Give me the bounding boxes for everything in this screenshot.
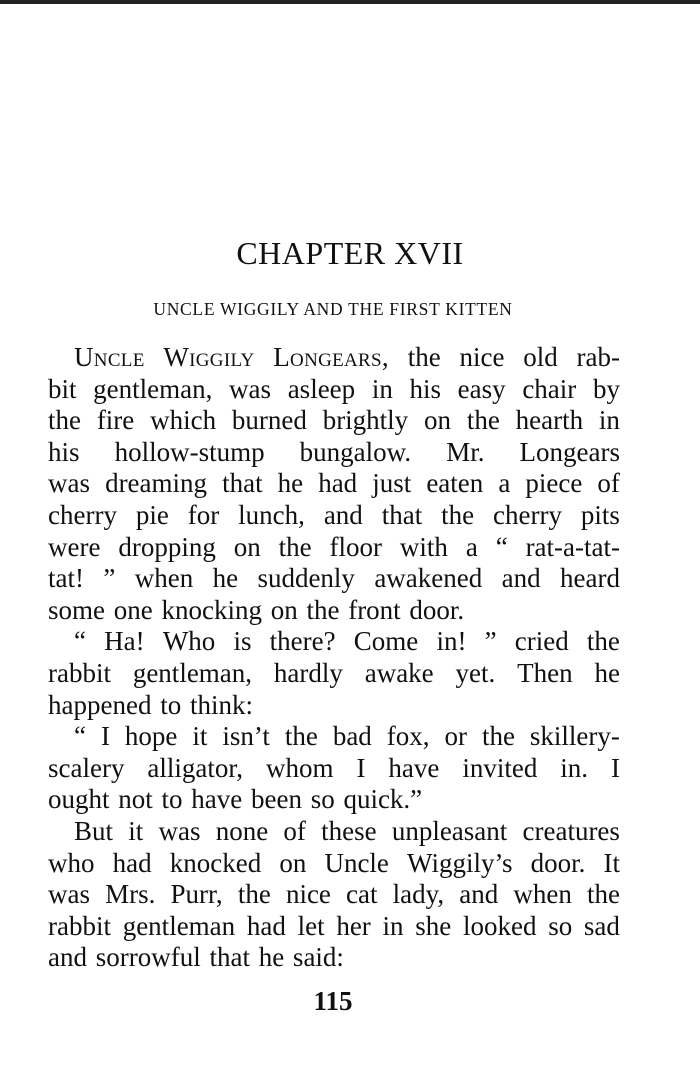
word: there? [269, 626, 336, 657]
text-line [48, 753, 620, 785]
word: chair [522, 373, 577, 404]
text-line [48, 374, 620, 406]
word: Mrs. [105, 879, 156, 910]
text-line: some one knocking on the front door. [48, 594, 465, 625]
word: asleep [287, 373, 356, 404]
word: “ [74, 721, 86, 752]
word: It [603, 847, 620, 878]
text-line [48, 911, 620, 943]
word: was [48, 468, 90, 499]
word: a [465, 531, 478, 562]
word: gentleman, [132, 657, 253, 688]
word: let [297, 910, 325, 941]
word: in [371, 373, 393, 404]
word: piece [525, 468, 583, 499]
word: nice [285, 879, 331, 910]
word: Ha! [104, 626, 145, 657]
word: “ [495, 531, 508, 562]
word: of [283, 815, 306, 846]
word: of [597, 468, 620, 499]
word: gentleman, [93, 373, 213, 404]
word: his [48, 436, 80, 467]
text-line [48, 848, 620, 880]
text-line [48, 500, 620, 532]
word: in [598, 405, 620, 436]
word: But [74, 815, 114, 846]
word: tat! [48, 563, 84, 594]
word: cried [514, 626, 569, 657]
word: hardly [273, 657, 343, 688]
word: knocked [169, 847, 262, 878]
word: looked [462, 910, 537, 941]
word: on [233, 531, 261, 562]
text-line [48, 626, 620, 658]
word: he [277, 468, 304, 499]
word: the [586, 879, 620, 910]
word: burned [231, 405, 307, 436]
word: that [381, 499, 423, 530]
word: pie [135, 499, 169, 530]
word: floor [329, 531, 383, 562]
word: was [48, 879, 90, 910]
word: awakened [374, 563, 483, 594]
text-line [48, 468, 620, 500]
word: in! [436, 626, 467, 657]
word: ” [484, 626, 497, 657]
word: Wiggily [163, 342, 255, 372]
word: I [356, 752, 366, 783]
word: creatures [522, 815, 620, 846]
word: door. [530, 847, 586, 878]
word: invited [462, 752, 538, 783]
word: bad [332, 721, 372, 752]
word: Uncle [324, 847, 389, 878]
word: or [444, 721, 467, 752]
word: hope [124, 721, 178, 752]
text-line [48, 816, 620, 848]
word: Wiggily’s [407, 847, 513, 878]
word: who [48, 847, 95, 878]
word: were [48, 531, 101, 562]
word: the [586, 626, 620, 657]
word: fire [96, 405, 135, 436]
text-line [48, 405, 620, 437]
word: cherry [48, 499, 117, 530]
text-line: happened to think: [48, 689, 253, 720]
word: on [279, 847, 307, 878]
word: scalery [48, 752, 125, 783]
word: have [388, 752, 440, 783]
word: when [134, 563, 194, 594]
word: the [481, 721, 515, 752]
word: when [513, 879, 572, 910]
word: for [187, 499, 220, 530]
word: was [158, 815, 201, 846]
word: yet. [455, 657, 496, 688]
word: the [284, 721, 318, 752]
word: in. [560, 752, 589, 783]
text-line: ought not to have been so quick.” [48, 784, 423, 815]
word: the [407, 342, 441, 372]
text-line [48, 563, 620, 595]
word: had [318, 468, 358, 499]
word: rabbit [48, 910, 111, 941]
word: so [548, 910, 573, 941]
word: Longears [519, 436, 620, 467]
word: unpleasant [391, 815, 508, 846]
word: her [336, 910, 371, 941]
word: had [112, 847, 152, 878]
word: these [321, 815, 377, 846]
word: it [192, 721, 208, 752]
word: old [523, 342, 558, 372]
word: sad [583, 910, 620, 941]
word: Uncle [74, 342, 145, 372]
word: I [100, 721, 110, 752]
word: heard [559, 563, 620, 594]
word: lady, [392, 879, 445, 910]
word: dreaming [105, 468, 208, 499]
word: that [222, 468, 263, 499]
word: I [611, 752, 620, 783]
text-line: and sorrowful that he said: [48, 942, 344, 973]
word: the [466, 405, 500, 436]
word: the [48, 405, 81, 436]
word: isn’t [222, 721, 270, 752]
word: cherry [493, 499, 562, 530]
word: the [237, 879, 271, 910]
page-number: 115 [313, 986, 353, 1016]
word: Longears, [273, 342, 389, 372]
word: Who [162, 626, 216, 657]
text-line [48, 879, 620, 911]
word: Come [353, 626, 419, 657]
word: he [594, 657, 620, 688]
word: is [233, 626, 252, 657]
word: “ [74, 626, 86, 657]
word: Purr, [170, 879, 223, 910]
word: rat-a-tat- [525, 531, 620, 562]
word: whom [266, 752, 334, 783]
top-edge-rule [0, 0, 700, 4]
text-line [48, 721, 620, 753]
word: alligator, [147, 752, 244, 783]
word: he [212, 563, 239, 594]
text-line [48, 532, 620, 564]
word: eaten [426, 468, 484, 499]
word: it [128, 815, 144, 846]
word: Mr. [446, 436, 485, 467]
word: brightly [322, 405, 409, 436]
word: on [424, 405, 451, 436]
word: fox, [386, 721, 430, 752]
chapter-title: CHAPTER XVII [236, 235, 464, 271]
word: none [215, 815, 269, 846]
word: she [415, 910, 452, 941]
word: hollow-stump [114, 436, 265, 467]
word: and [501, 563, 541, 594]
word: just [372, 468, 412, 499]
word: a [498, 468, 511, 499]
word: rab- [576, 342, 620, 372]
word: bit [48, 373, 77, 404]
word: was [229, 373, 272, 404]
word: hearth [515, 405, 584, 436]
chapter-subtitle: UNCLE WIGGILY AND THE FIRST KITTEN [153, 299, 513, 319]
word: the [441, 499, 475, 530]
body-text [48, 342, 620, 974]
word: lunch, [238, 499, 305, 530]
word: awake [364, 657, 434, 688]
word: cat [346, 879, 378, 910]
word: suddenly [257, 563, 355, 594]
word: rabbit [48, 657, 111, 688]
word: and [323, 499, 363, 530]
text-line [48, 342, 620, 374]
text-line [48, 437, 620, 469]
word: easy [457, 373, 506, 404]
word: skillery- [529, 721, 620, 752]
word: dropping [118, 531, 216, 562]
word: his [409, 373, 442, 404]
word: bungalow. [299, 436, 412, 467]
word: the [278, 531, 312, 562]
word: gentleman [122, 910, 236, 941]
text-line [48, 658, 620, 690]
word: in [382, 910, 404, 941]
word: ” [103, 563, 116, 594]
word: by [592, 373, 620, 404]
word: and [459, 879, 499, 910]
word: nice [459, 342, 505, 372]
word: had [246, 910, 286, 941]
word: pits [580, 499, 620, 530]
word: Then [517, 657, 573, 688]
word: with [399, 531, 448, 562]
word: which [150, 405, 217, 436]
